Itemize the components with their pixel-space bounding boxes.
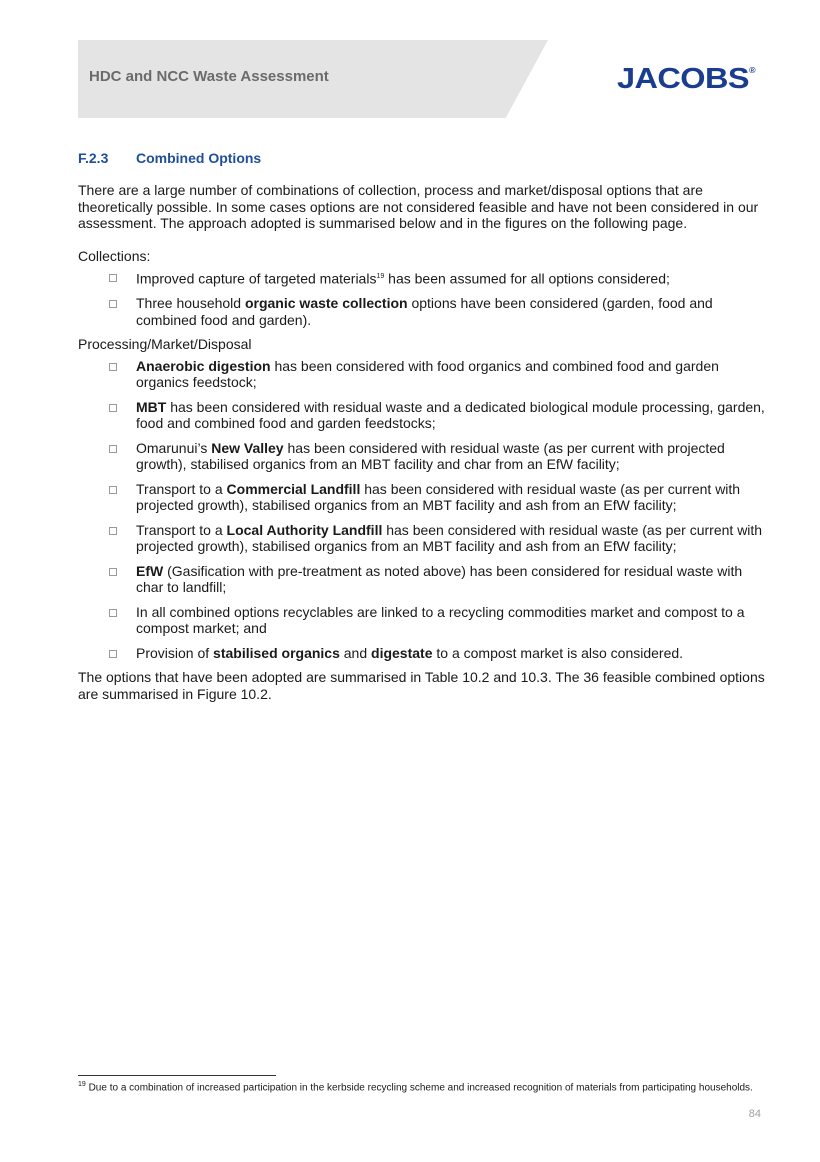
footnote-text: Due to a combination of increased participation in the kerbside recycling scheme and increased recognition of materials from participating households. [85,1082,753,1094]
document-title: HDC and NCC Waste Assessment [89,68,329,85]
checkbox-bullet-icon [109,527,117,535]
list-item: EfW (Gasification with pre-treatment as noted above) has been considered for residual waste with char to landfill; [78,563,768,596]
checkbox-bullet-icon [109,363,117,371]
checkbox-bullet-icon [109,274,117,282]
list-item: Transport to a Local Authority Landfill has been considered with residual waste (as per current with projected growth), stabilised organics from an MBT facility and ash from an EfW facility; [78,522,768,555]
list-item: MBT has been considered with residual waste and a dedicated biological module processing, garden, food and combined food and garden feedstocks; [78,399,768,432]
section-title: Combined Options [136,150,262,166]
section-heading [78,150,261,166]
footnote-reference: 19 [376,273,385,280]
processing-list [78,358,768,662]
checkbox-bullet-icon [109,609,117,617]
list-item: In all combined options recyclables are linked to a recycling commodities market and compost to a compost market; and [78,604,768,637]
jacobs-logo [617,63,755,96]
closing-paragraph: The options that have been adopted are summarised in Table 10.2 and 10.3. The 36 feasible combined options are summarised in Figure 10.2. [78,669,765,702]
footnote-divider [78,1075,276,1076]
checkbox-bullet-icon [109,486,117,494]
logo-registered-mark: ® [749,66,756,75]
page-number: 84 [748,1108,761,1120]
intro-paragraph: There are a large number of combinations of collection, process and market/disposal options that are theoretically possible. In some cases options are not considered feasible and have not been considered in our assessment. The approach adopted is summarised below and in the figures on the following page. [78,182,759,231]
checkbox-bullet-icon [109,300,117,308]
logo-text: JACOBS [617,63,750,95]
footnote-mark: 19 [78,1081,86,1088]
list-item: Anaerobic digestion has been considered with food organics and combined food and garden organics feedstock; [78,358,768,391]
list-item: Three household organic waste collection options have been considered (garden, food and combined food and garden). [78,295,768,328]
processing-heading: Processing/Market/Disposal [78,336,252,353]
checkbox-bullet-icon [109,404,117,412]
collections-heading: Collections: [78,247,151,264]
list-item: Improved capture of targeted materials$^{19}$ has been assumed for all options considered; [78,269,768,287]
collections-list [78,269,768,328]
body-content [78,182,768,702]
list-item: Transport to a Commercial Landfill has been considered with residual waste (as per current with projected growth), stabilised organics from an MBT facility and ash from an EfW facility; [78,481,768,514]
section-number: F.2.3 [78,150,109,166]
list-item: Omarunui’s New Valley has been considered with residual waste (as per current with projected growth), stabilised organics from an MBT facility and char from an EfW facility; [78,440,768,473]
checkbox-bullet-icon [109,445,117,453]
footnote [78,1078,758,1094]
list-item: Provision of stabilised organics and digestate to a compost market is also considered. [78,645,768,662]
checkbox-bullet-icon [109,650,117,658]
checkbox-bullet-icon [109,568,117,576]
